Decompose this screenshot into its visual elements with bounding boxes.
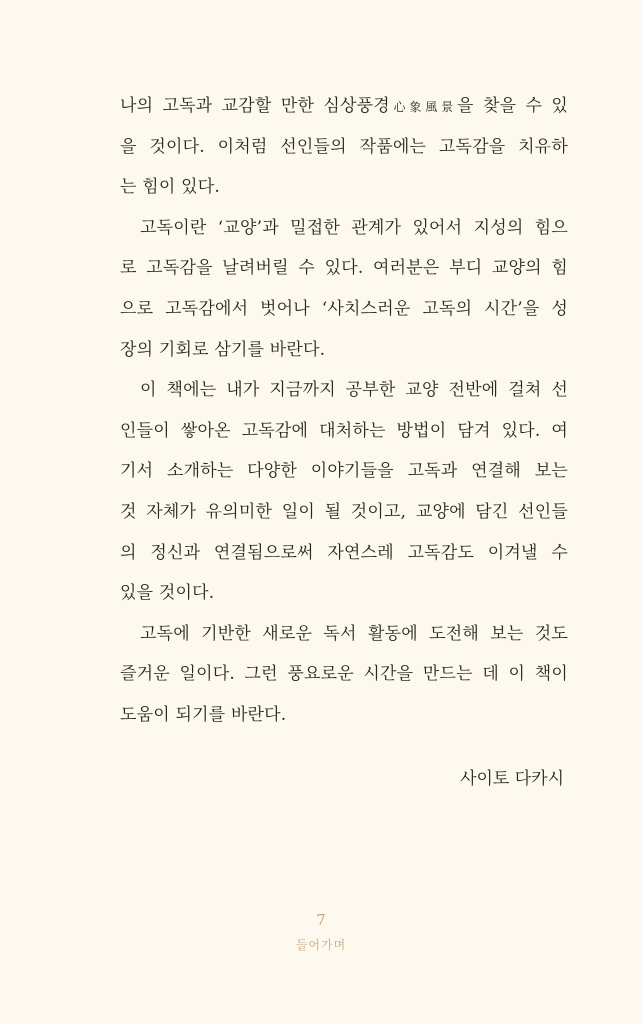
- paragraph-start-line: 이 책에는 내가 지금까지 공부한 교양 전반에 걸쳐 선: [140, 380, 568, 401]
- page-number: 7: [316, 911, 326, 929]
- text-line: 의 정신과 연결됨으로써 자연스레 고독감도 이겨낼 수: [120, 542, 568, 563]
- text-line: 는 힘이 있다.: [120, 177, 220, 198]
- text-line: 즐거운 일이다. 그런 풍요로운 시간을 만드는 데 이 책이: [120, 664, 568, 685]
- text-line: 로 고독감을 날려버릴 수 있다. 여러분은 부디 교양의 힘: [120, 258, 568, 279]
- text-line: 장의 기회로 삼기를 바란다.: [120, 339, 326, 360]
- text-line: 을 것이다. 이처럼 선인들의 작품에는 고독감을 치유하: [120, 136, 568, 157]
- text-line: 기서 소개하는 다양한 이야기들을 고독과 연결해 보는: [120, 461, 568, 482]
- text-line: 있을 것이다.: [120, 583, 215, 604]
- paragraph-start-line: 고독이란 ‘교양’과 밀접한 관계가 있어서 지성의 힘으: [140, 217, 568, 238]
- text-line: [120, 86, 568, 127]
- text-line: 도움이 되기를 바란다.: [120, 704, 287, 725]
- paragraph-start-line: 고독에 기반한 새로운 독서 활동에 도전해 보는 것도: [140, 623, 568, 644]
- section-title: 들어가며: [295, 938, 347, 952]
- body-text: [120, 86, 568, 736]
- text-line: 것 자체가 유의미한 일이 될 것이고, 교양에 담긴 선인들: [120, 501, 568, 522]
- text-segment: 나의 고독과 교감할 만한 심상풍경: [120, 96, 390, 116]
- text-segment: 을 찾을 수 있: [457, 96, 569, 116]
- text-line: 인들이 쌓아온 고독감에 대처하는 방법이 담겨 있다. 여: [120, 420, 568, 441]
- text-line: 으로 고독감에서 벗어나 ‘사치스러운 고독의 시간’을 성: [120, 298, 568, 319]
- hanja-annotation: 心象風景: [389, 100, 458, 114]
- author-signature: 사이토 다카시: [460, 769, 564, 789]
